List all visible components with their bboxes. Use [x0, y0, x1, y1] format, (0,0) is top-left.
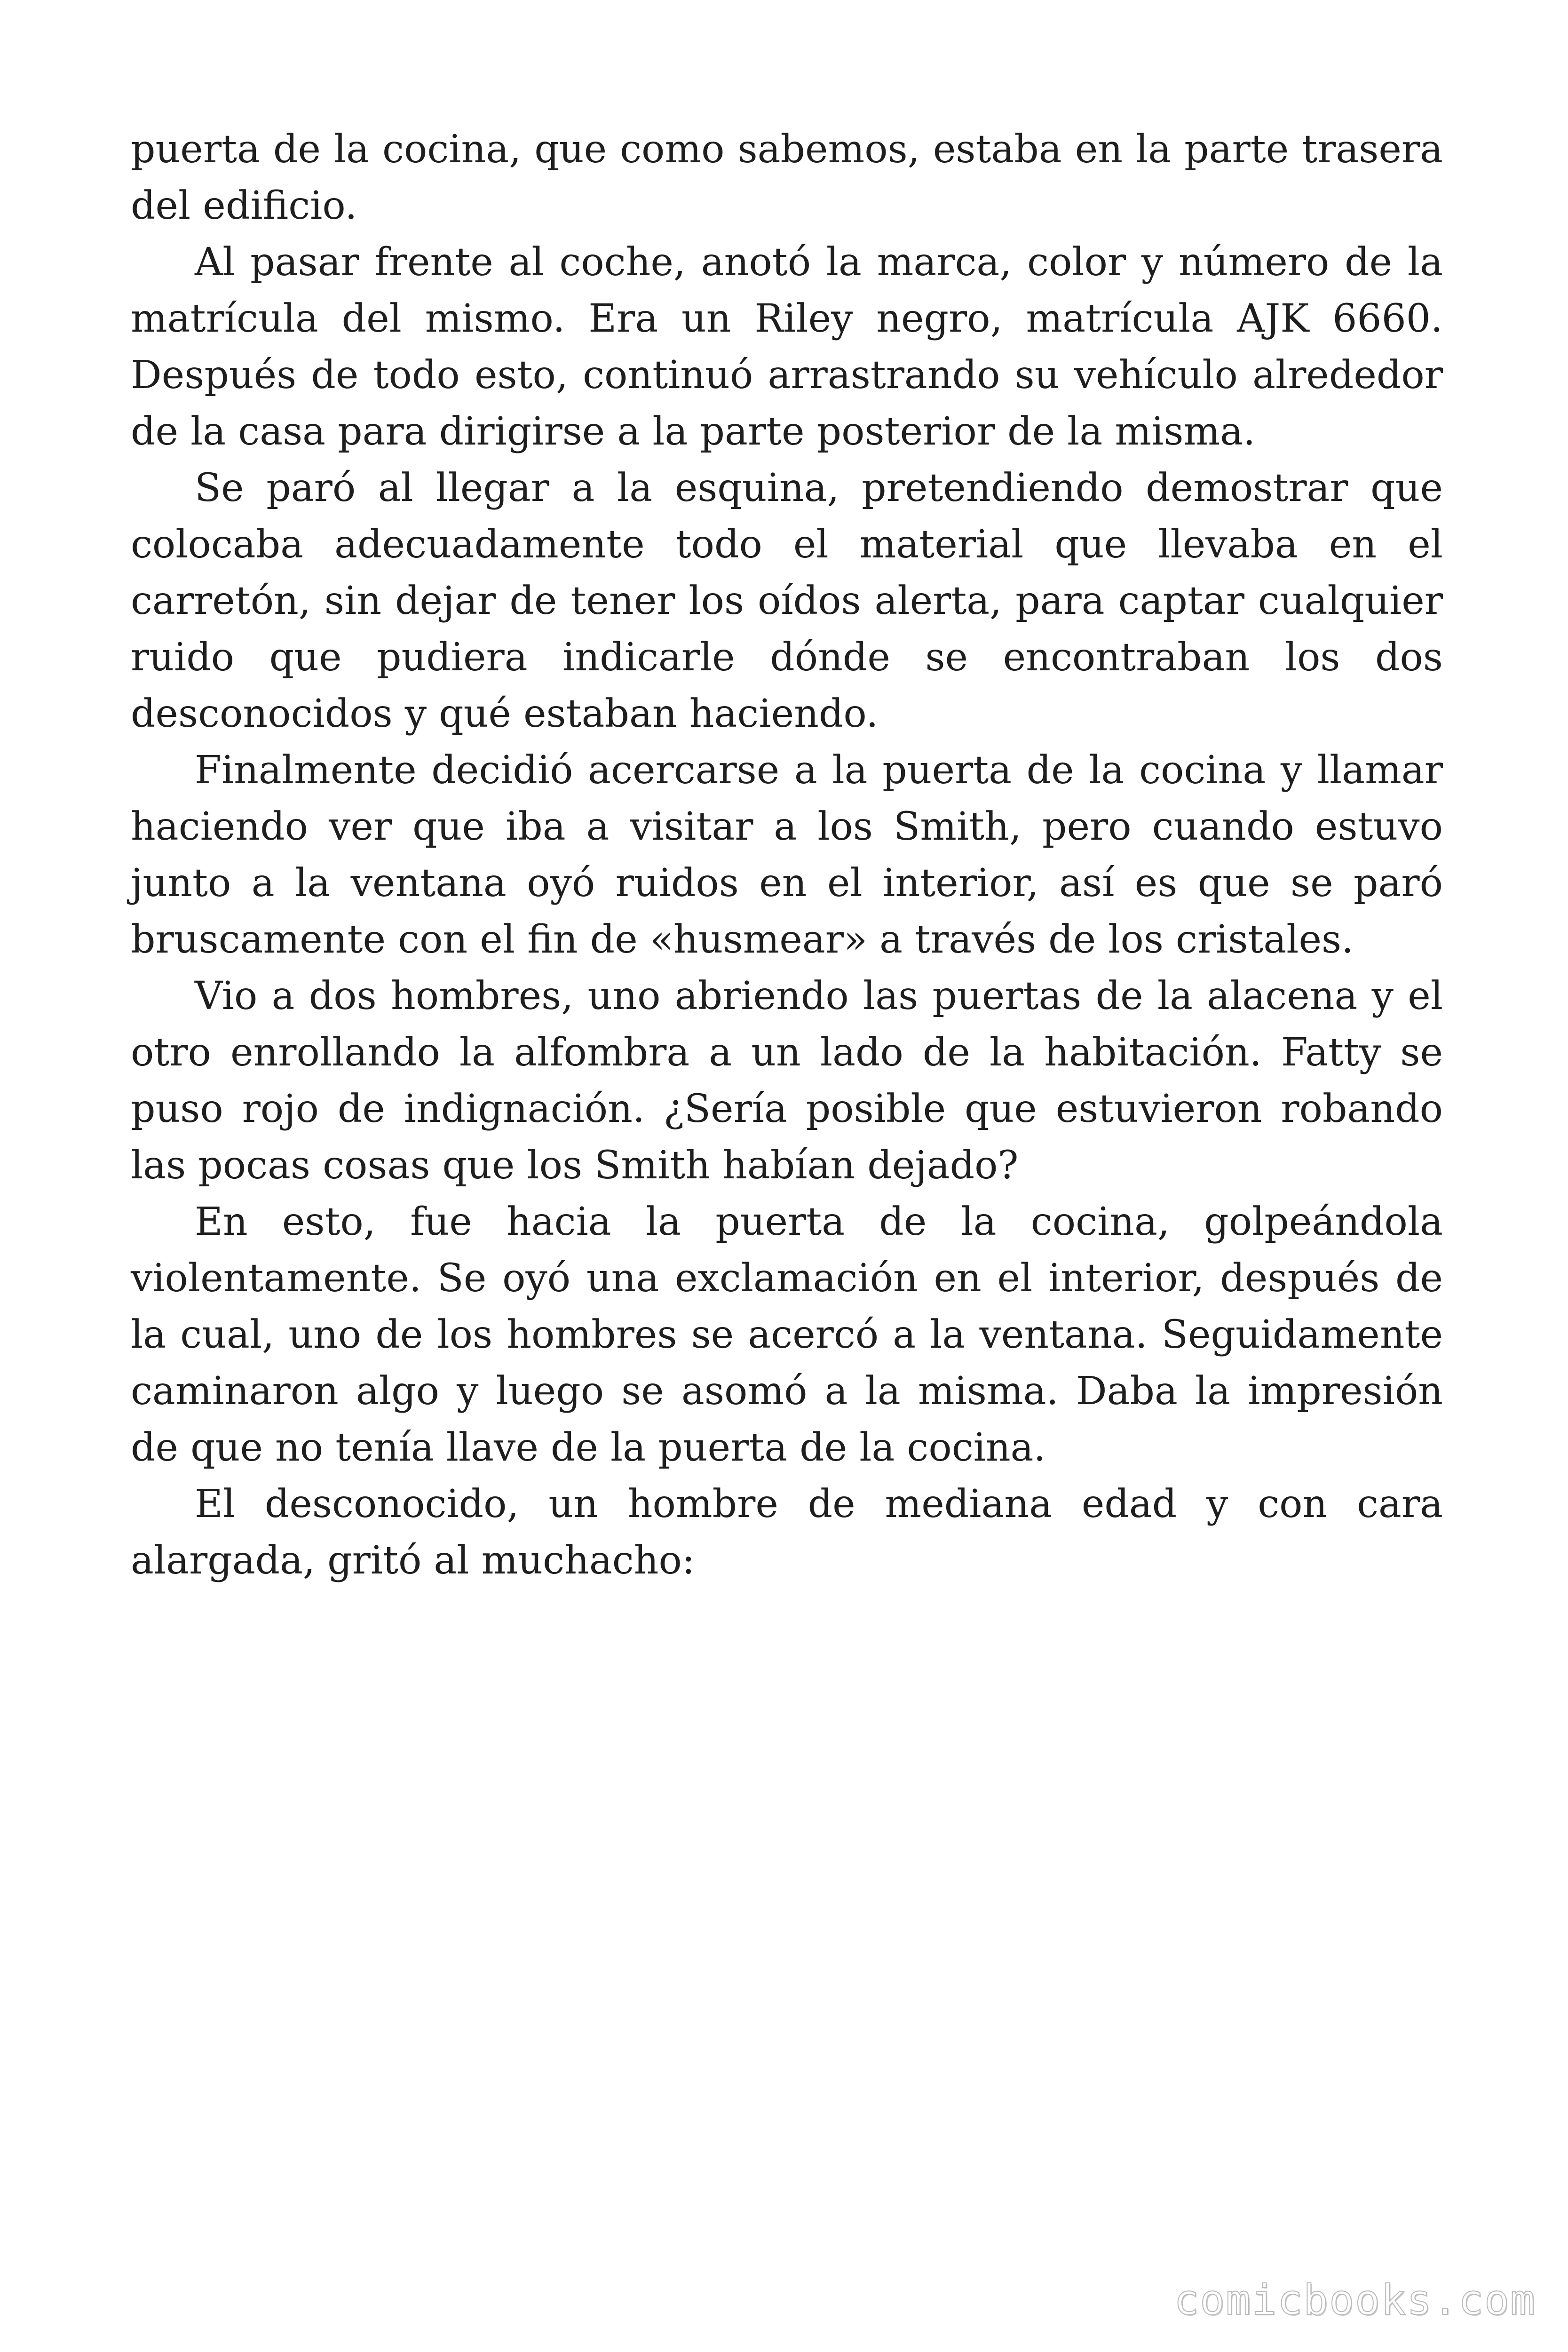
- paragraph: Se paró al llegar a la esquina, pretendiendo demostrar que colocaba adecuadamente todo el material que llevaba en el carretón, sin dejar de tener los oídos alerta, para captar cualquier ruido que pudiera indicarle dónde se encontraban los dos desconocidos y qué estaban haciendo.: [131, 466, 1443, 736]
- watermark: comicbooks.com: [1174, 2276, 1536, 2324]
- paragraph: Vio a dos hombres, uno abriendo las puertas de la alacena y el otro enrollando la alfombra a un lado de la habitación. Fatty se puso rojo de indignación. ¿Sería posible que estuvieron robando las pocas cosas que los Smith habían dejado?: [131, 974, 1443, 1188]
- paragraph-continued: puerta de la cocina, que como sabemos, estaba en la parte trasera del edificio.: [131, 127, 1443, 228]
- paragraph: En esto, fue hacia la puerta de la cocina, golpeándola violentamente. Se oyó una exclamación en el interior, después de la cual, uno de los hombres se acercó a la ventana. Seguidamente caminaron algo y luego se asomó a la misma. Daba la impresión de que no tenía llave de la puerta de la cocina.: [131, 1200, 1443, 1470]
- body-text: [131, 121, 1443, 1589]
- paragraph: Al pasar frente al coche, anotó la marca, color y número de la matrícula del mismo. Era un Riley negro, matrícula AJK 6660. Después de todo esto, continuó arrastrando su vehículo alrededor de la casa para dirigirse a la parte posterior de la misma.: [131, 240, 1443, 454]
- paragraph: El desconocido, un hombre de mediana edad y con cara alargada, gritó al muchacho:: [131, 1482, 1443, 1583]
- paragraph: Finalmente decidió acercarse a la puerta de la cocina y llamar haciendo ver que iba a visitar a los Smith, pero cuando estuvo junto a la ventana oyó ruidos en el interior, así es que se paró bruscamente con el fin de «husmear» a través de los cristales.: [131, 748, 1443, 962]
